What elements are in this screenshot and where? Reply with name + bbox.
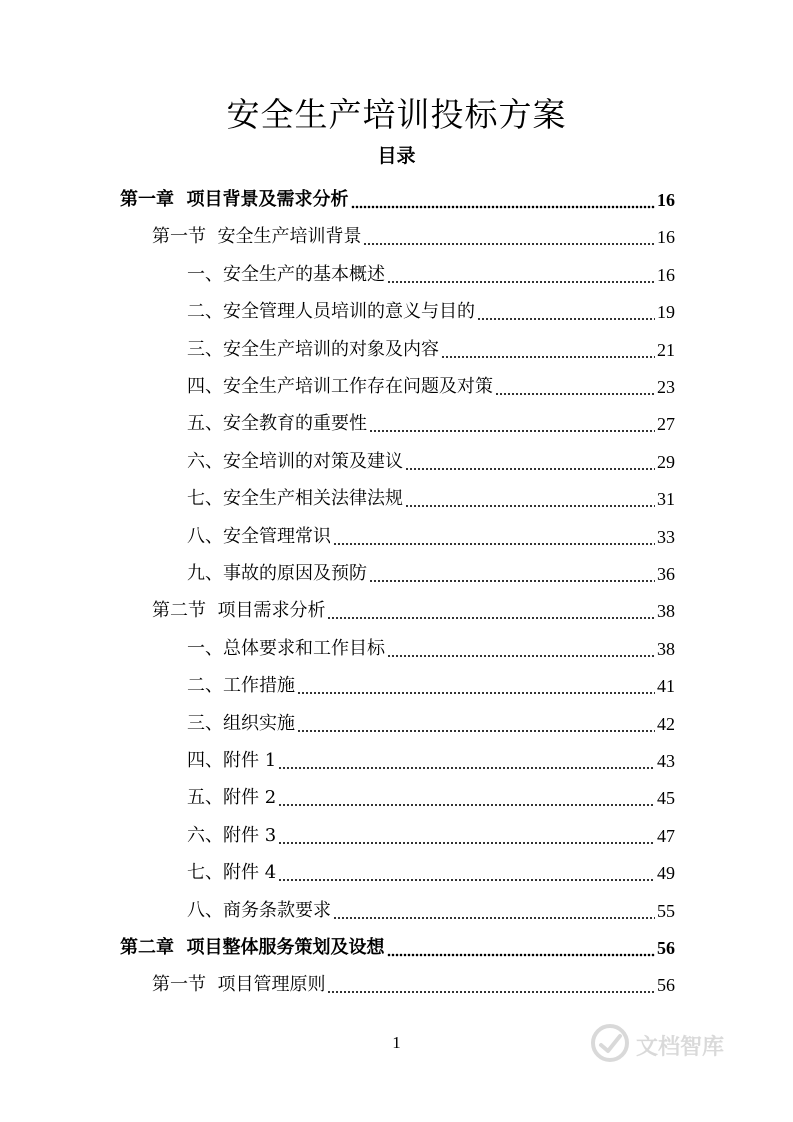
toc-dot-leader — [405, 486, 655, 512]
toc-entry-page: 45 — [657, 788, 675, 809]
toc-entry[interactable] — [187, 288, 675, 325]
toc-dot-leader — [351, 187, 655, 213]
toc-entry[interactable] — [120, 176, 675, 213]
toc-entry[interactable] — [187, 887, 675, 924]
toc-entry[interactable] — [152, 961, 675, 998]
toc-entry[interactable] — [187, 475, 675, 512]
toc-dot-leader — [333, 524, 655, 550]
toc-dot-leader — [327, 972, 655, 998]
toc-entry-page: 38 — [657, 601, 675, 622]
toc-entry[interactable] — [187, 812, 675, 849]
toc-dot-leader — [369, 411, 655, 437]
toc-entry-label: 五、附件 2 — [187, 787, 277, 809]
toc-dot-leader — [363, 224, 655, 250]
toc-entry-label: 三、安全生产培训的对象及内容 — [187, 338, 439, 360]
toc-dot-leader — [477, 299, 655, 325]
toc-entry-label: 六、安全培训的对策及建议 — [187, 450, 403, 472]
toc-entry[interactable] — [152, 213, 675, 250]
toc-entry[interactable] — [187, 737, 675, 774]
toc-entry-page: 56 — [657, 975, 675, 996]
toc-entry-page: 56 — [657, 938, 675, 958]
toc-entry-page: 16 — [657, 227, 675, 248]
toc-entry[interactable] — [187, 700, 675, 737]
toc-entry[interactable] — [187, 513, 675, 550]
watermark-text: 文档智库 — [636, 1034, 725, 1060]
toc-dot-leader — [369, 561, 655, 587]
toc-dot-leader — [278, 748, 655, 774]
toc-entry[interactable] — [187, 774, 675, 811]
toc-dot-leader — [278, 823, 655, 849]
toc-entry-page: 38 — [657, 638, 675, 659]
toc-entry-label: 四、安全生产培训工作存在问题及对策 — [187, 376, 493, 397]
toc-dot-leader — [405, 449, 655, 475]
toc-entry[interactable] — [152, 587, 675, 624]
toc-entry-page: 36 — [657, 564, 675, 584]
toc-entry-page: 41 — [657, 676, 675, 697]
toc-entry-page: 19 — [657, 302, 675, 323]
toc-entry-label: 八、商务条款要求 — [187, 899, 331, 921]
toc-entry-label: 五、安全教育的重要性 — [187, 413, 367, 435]
wendu-logo-icon — [590, 1023, 630, 1067]
toc-entry[interactable] — [187, 251, 675, 288]
toc-entry[interactable] — [187, 363, 675, 400]
toc-dot-leader — [278, 785, 655, 811]
toc-entry[interactable] — [187, 326, 675, 363]
toc-entry-label: 六、附件 3 — [187, 824, 277, 846]
toc-heading: 目录 — [377, 145, 416, 167]
toc-entry-label: 第一节 安全生产培训背景 — [152, 226, 362, 248]
toc-entry-label: 一、安全生产的基本概述 — [187, 263, 385, 285]
toc-entry[interactable] — [187, 625, 675, 662]
toc-entry-label: 九、事故的原因及预防 — [187, 563, 367, 584]
toc-entry-label: 二、工作措施 — [187, 675, 295, 697]
toc-entry-label: 三、组织实施 — [187, 712, 295, 734]
toc-entry-label: 第二章 项目整体服务策划及设想 — [120, 937, 385, 958]
toc-entry-page: 49 — [657, 863, 675, 884]
toc-entry-label: 二、安全管理人员培训的意义与目的 — [187, 301, 475, 323]
toc-entry-label: 八、安全管理常识 — [187, 525, 331, 547]
toc-dot-leader — [441, 337, 655, 363]
toc-entry-page: 47 — [657, 825, 675, 846]
toc-entry-page: 29 — [657, 451, 675, 472]
toc-entry[interactable] — [187, 400, 675, 437]
toc-entry[interactable] — [187, 662, 675, 699]
toc-entry[interactable] — [120, 924, 675, 961]
toc-entry-page: 27 — [657, 414, 675, 435]
toc-entry-page: 21 — [657, 339, 675, 360]
toc-entry-page: 31 — [657, 489, 675, 510]
toc-entry-page: 43 — [657, 751, 675, 771]
toc-dot-leader — [297, 711, 655, 737]
page-number: 1 — [392, 1033, 401, 1052]
toc-entry-page: 16 — [657, 190, 675, 210]
toc-entry-page: 55 — [657, 900, 675, 921]
toc-entry-label: 第一节 项目管理原则 — [152, 974, 326, 996]
toc-dot-leader — [387, 262, 655, 288]
toc-entry[interactable] — [187, 849, 675, 886]
toc-entry-label: 第一章 项目背景及需求分析 — [120, 189, 349, 210]
toc-entry-label: 第二节 项目需求分析 — [152, 600, 326, 622]
toc-dot-leader — [387, 636, 655, 662]
toc-dot-leader — [495, 374, 655, 400]
toc-entry-page: 23 — [657, 377, 675, 397]
watermark — [590, 1020, 770, 1070]
toc-entry-page: 33 — [657, 526, 675, 547]
toc-entry-label: 七、附件 4 — [187, 862, 277, 884]
toc-dot-leader — [278, 860, 655, 886]
toc-entry[interactable] — [187, 438, 675, 475]
toc-dot-leader — [297, 673, 655, 699]
toc-entry[interactable] — [187, 550, 675, 587]
document-title: 安全生产培训投标方案 — [226, 95, 567, 134]
toc-dot-leader — [333, 898, 655, 924]
toc-entry-page: 42 — [657, 713, 675, 734]
toc-dot-leader — [327, 598, 655, 624]
toc-entry-label: 七、安全生产相关法律法规 — [187, 488, 403, 510]
toc-entry-label: 四、附件 1 — [187, 750, 277, 771]
toc-entry-label: 一、总体要求和工作目标 — [187, 637, 385, 659]
toc-entry-page: 16 — [657, 264, 675, 285]
toc-dot-leader — [387, 935, 655, 961]
